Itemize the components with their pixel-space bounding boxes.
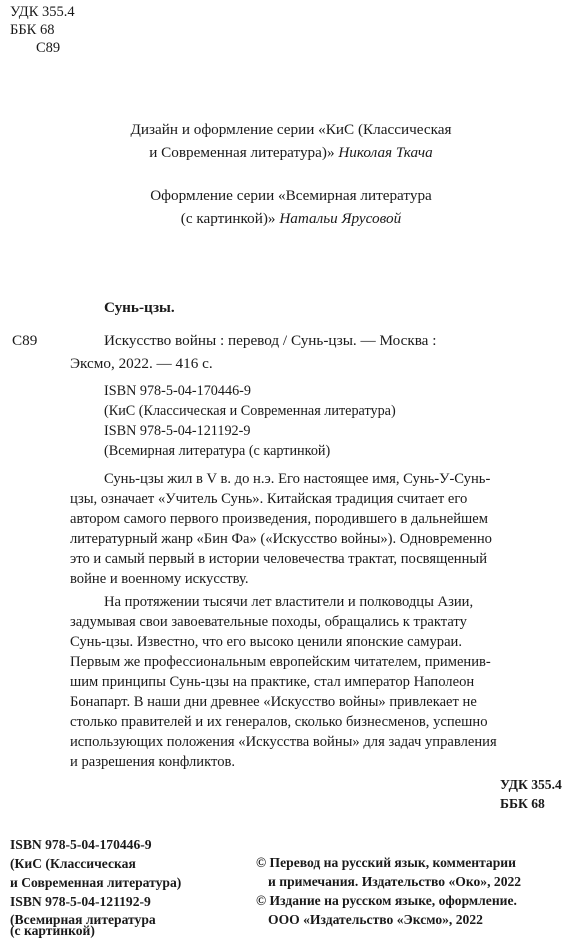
annotation-line: Бонапарт. В наши дни древнее «Искусство войны» привлекает не: [70, 694, 477, 710]
biblio-isbn-line: ISBN 978-5-04-170446-9: [104, 383, 251, 399]
annotation-line: На протяжении тысячи лет властители и полководцы Азии,: [104, 594, 474, 610]
bottom-isbn-line: ISBN 978-5-04-121192-9: [10, 894, 151, 909]
bottom-isbn-line: ISBN 978-5-04-170446-9: [10, 837, 152, 852]
series1-credit-line2: [0, 141, 582, 164]
bottom-isbn-line: (Всемирная литература: [10, 912, 156, 927]
copyright-line: и примечания. Издательство «Око», 2022: [268, 874, 522, 889]
series1-designer: Николая Ткача: [338, 144, 433, 161]
copyright-line: © Перевод на русский язык, комментарии: [256, 855, 516, 870]
biblio-title-line1: Искусство войны : перевод / Сунь-цзы. — Москва :: [104, 332, 437, 349]
biblio-isbn-line: (КиС (Классическая и Современная литература): [104, 403, 396, 419]
bottom-bbk-code: ББК 68: [500, 796, 545, 811]
series2-credit-text: (с картинкой)»: [180, 210, 276, 227]
udk-code: УДК 355.4: [10, 4, 75, 20]
series2-credit-line2: [0, 207, 582, 230]
author-mark: С89: [36, 40, 61, 56]
bottom-udk-code: УДК 355.4: [500, 777, 562, 792]
bottom-isbn-line: (с картинкой): [10, 923, 95, 938]
bottom-isbn-line: (КиС (Классическая: [10, 856, 136, 871]
bottom-isbn-line: и Современная литература): [10, 875, 182, 890]
annotation-line: задумывая свои завоевательные походы, обращались к трактату: [70, 614, 467, 630]
annotation-line: войне и военному искусству.: [70, 571, 249, 587]
bbk-code: ББК 68: [10, 22, 55, 38]
annotation-line: цзы, означает «Учитель Сунь». Китайская традиция считает его: [70, 491, 468, 507]
annotation-line: столько правителей и их генералов, сколько бизнесменов, успешно: [70, 714, 488, 730]
biblio-title-line2: Эксмо, 2022. — 416 с.: [70, 355, 213, 372]
series2-credit-line1: Оформление серии «Всемирная литература: [150, 187, 432, 204]
annotation-line: Сунь-цзы жил в V в. до н.э. Его настоящее имя, Сунь-У-Сунь-: [104, 471, 491, 487]
annotation-line: это и самый первый в истории человечества трактат, посвященный: [70, 551, 488, 567]
annotation-line: автором самого первого произведения, породившего в дальнейшем: [70, 511, 489, 527]
copyright-line: © Издание на русском языке, оформление.: [256, 893, 517, 908]
series1-credit-line1: Дизайн и оформление серии «КиС (Классическая: [130, 121, 452, 138]
annotation-line: шим принципы Сунь-цзы на практике, стал император Наполеон: [70, 674, 475, 690]
annotation-line: использующих положения «Искусства войны» для задач управления: [70, 734, 497, 750]
annotation-line: Первым же профессиональным европейским читателем, применив-: [70, 654, 491, 670]
annotation-line: Сунь-цзы. Известно, что его высоко ценили японские самураи.: [70, 634, 463, 650]
copyright-line: ООО «Издательство «Эксмо», 2022: [268, 912, 483, 927]
annotation-line: литературный жанр «Бин Фа» («Искусство войны»). Одновременно: [70, 531, 492, 547]
series2-designer: Натальи Ярусовой: [279, 210, 402, 227]
biblio-author: Сунь-цзы.: [104, 299, 175, 316]
annotation-line: и разрешения конфликтов.: [70, 754, 236, 770]
biblio-isbn-line: ISBN 978-5-04-121192-9: [104, 423, 251, 439]
biblio-mark: С89: [12, 332, 38, 349]
biblio-isbn-line: (Всемирная литература (с картинкой): [104, 443, 331, 459]
series1-credit-text: и Современная литература)»: [149, 144, 335, 161]
